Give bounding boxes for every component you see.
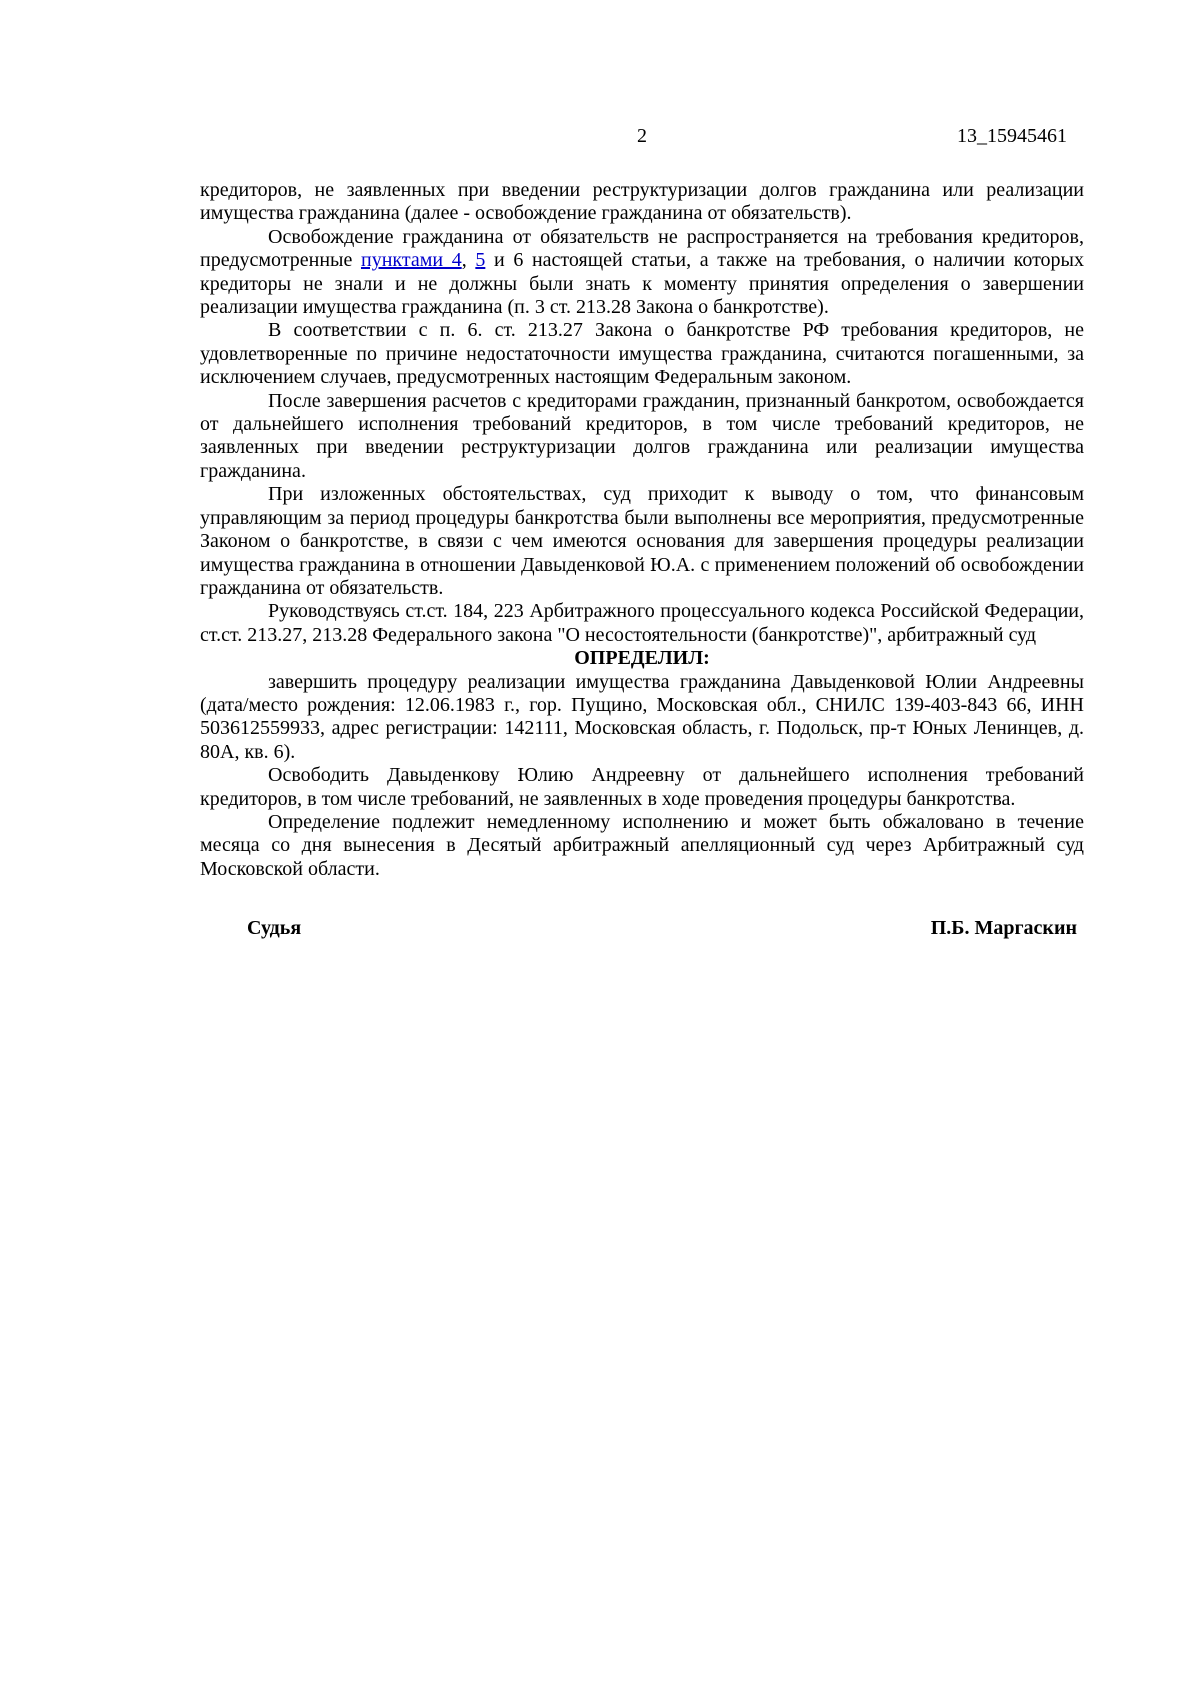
signature-row (200, 917, 1084, 940)
page-header (200, 124, 1084, 148)
document-body (200, 179, 1084, 941)
paragraph-guided-by: Руководствуясь ст.ст. 184, 223 Арбитражного процессуального кодекса Российской Федерации, ст.ст. 213.27, 213.28 Федерального закона "О несостоятельности (банкротстве)", арбитражный суд (200, 600, 1084, 646)
link-punktami-4[interactable]: пунктами 4 (360, 249, 462, 272)
link-punkt-5[interactable]: 5 (475, 249, 486, 272)
paragraph-text: и 6 настоящей статьи, а также на требования, о наличии которых кредиторы не знали и не должны были знать к моменту принятия определения о завершении реализации имущества гражданина (п. 3 ст. 213.28 Закона о банкротстве). (200, 249, 1084, 319)
document-content (200, 124, 1084, 941)
paragraph-settled-claims: В соответствии с п. 6. ст. 213.27 Закона о банкротстве РФ требования кредиторов, не удовлетворенные по причине недостаточности имущества гражданина, считаются погашенными, за исключением случаев, предусмотренных настоящим Федеральным законом. (200, 319, 1084, 389)
page-number: 2 (637, 125, 647, 147)
paragraph-complete-procedure: завершить процедуру реализации имущества гражданина Давыденковой Юлии Андреевны (дата/место рождения: 12.06.1983 г., гор. Пущино, Московская обл., СНИЛС 139-403-843 66, ИНН 503612559933, адрес регистрации: 142111, Московская область, г. Подольск, пр-т Юных Ленинцев, д. 80А, кв. 6). (200, 670, 1084, 763)
paragraph-text: , (461, 249, 476, 272)
paragraph-release-exceptions (200, 226, 1084, 320)
paragraph-discharge: Освободить Давыденкову Юлию Андреевну от дальнейшего исполнения требований кредиторов, в том числе требований, не заявленных в ходе проведения процедуры банкротства. (200, 764, 1084, 810)
judge-label: Судья (247, 917, 302, 940)
paragraph-text: Освобождение гражданина от обязательств не распространяется на требования кредиторов, предусмотренные (200, 225, 1084, 272)
case-number: 13_15945461 (957, 125, 1067, 147)
paragraph-appeal: Определение подлежит немедленному исполнению и может быть обжаловано в течение месяца со дня вынесения в Десятый арбитражный апелляционный суд через Арбитражный суд Московской области. (200, 810, 1084, 880)
judge-name: П.Б. Маргаскин (930, 917, 1077, 940)
ruling-heading: ОПРЕДЕЛИЛ: (574, 647, 710, 670)
paragraph-intro: кредиторов, не заявленных при введении реструктуризации долгов гражданина или реализации имущества гражданина (далее - освобождение гражданина от обязательств). (200, 179, 1084, 225)
paragraph-circumstances: При изложенных обстоятельствах, суд приходит к выводу о том, что финансовым управляющим за период процедуры банкротства были выполнены все мероприятия, предусмотренные Законом о банкротстве, в связи с чем имеются основания для завершения процедуры реализации имущества гражданина в отношении Давыденковой Ю.А. с применением положений об освобождении гражданина от обязательств. (200, 483, 1084, 599)
paragraph-after-settlement: После завершения расчетов с кредиторами гражданин, признанный банкротом, освобождается от дальнейшего исполнения требований кредиторов, в том числе требований кредиторов, не заявленных при введении реструктуризации долгов гражданина или реализации имущества гражданина. (200, 389, 1084, 482)
